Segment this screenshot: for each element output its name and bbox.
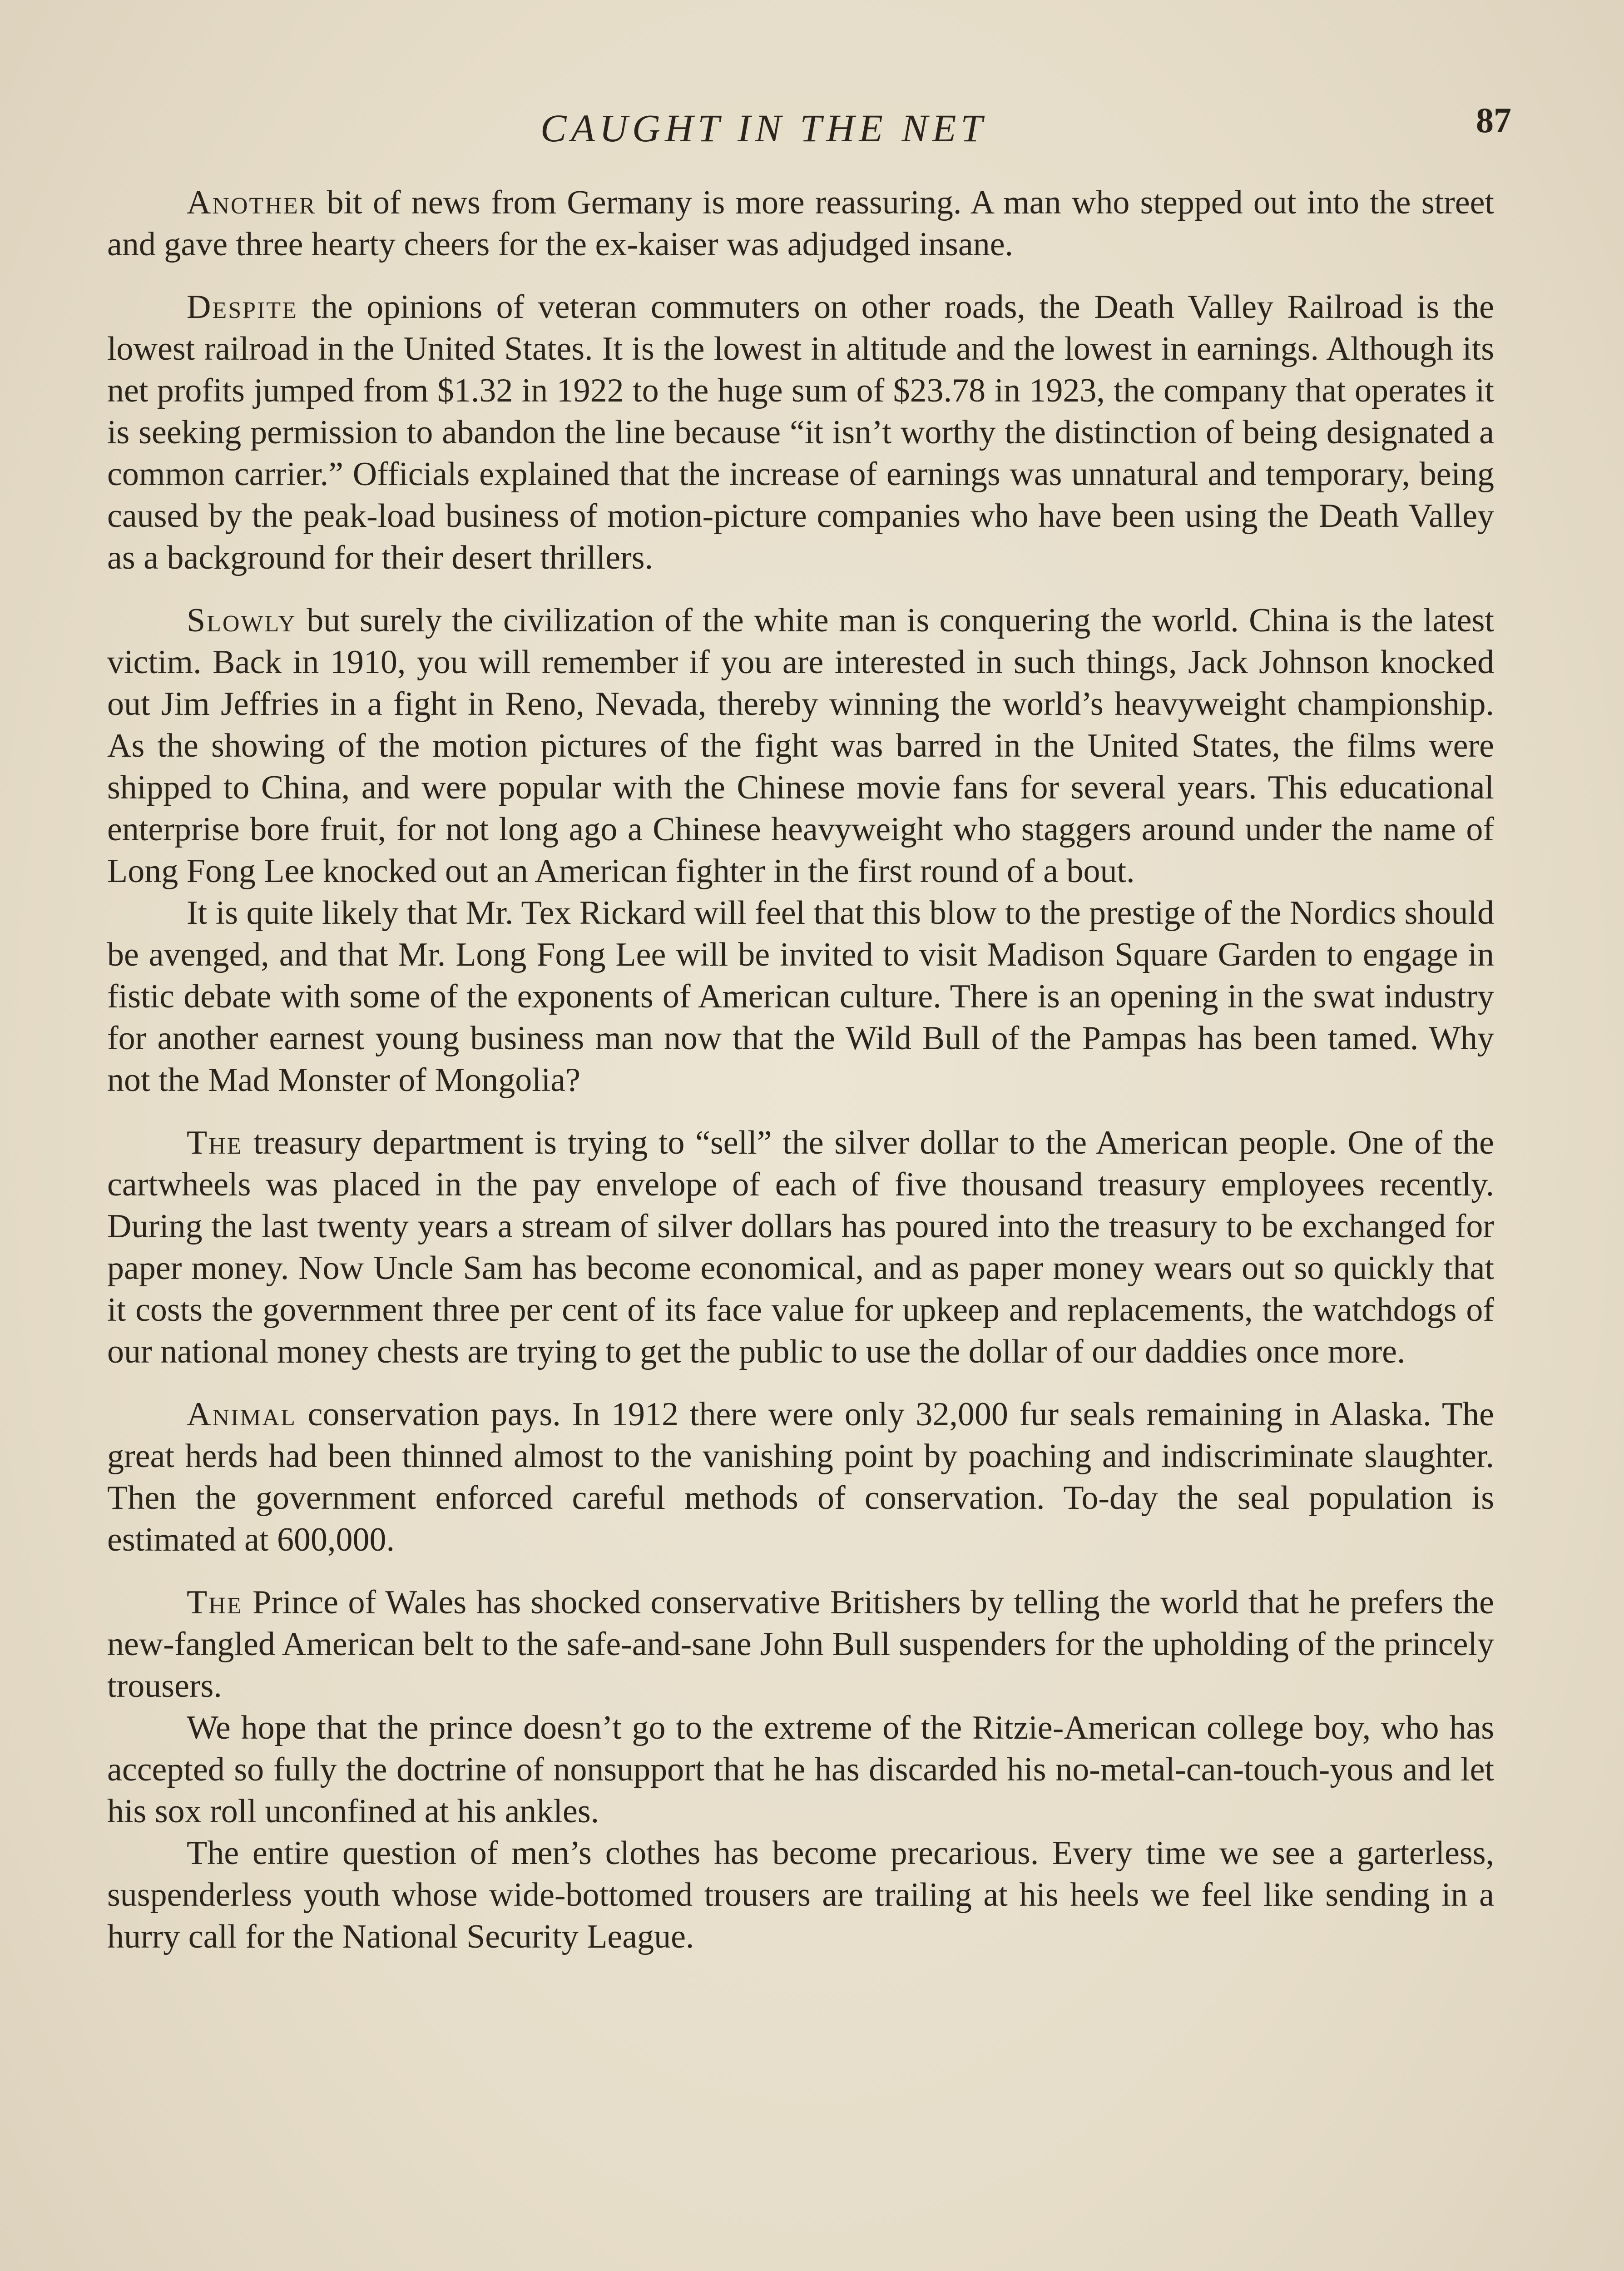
page-header <box>0 100 1624 164</box>
paragraph-text: but surely the civilization of the white man is conquering the world. China is the latest victim. Back in 1910, you will remember if you are interested in such things, Jack Johnson knocked out Jim Jeffries in a fight in Reno, Nevada, thereby winning the world’s heavyweight championship. As the showing of the motion pictures of the fight was barred in the United States, the films were shipped to China, and were popular with the Chinese movie fans for several years. This educational enterprise bore fruit, for not long ago a Chinese heavyweight who staggers around under the name of Long Fong Lee knocked out an American fighter in the first round of a bout. <box>107 602 1494 890</box>
paragraph-mens-clothes <box>107 1832 1494 1958</box>
paragraph-silver-dollar <box>107 1122 1494 1373</box>
paragraph-text: the opinions of veteran commuters on other roads, the Death Valley Railroad is the lowest railroad in the United States. It is the lowest in altitude and the lowest in earnings. Although its net profits jumped from $1.32 in 1922 to the huge sum of $23.78 in 1923, the company that operates it is seeking permission to abandon the line because “it isn’t worthy the distinction of being designated a common carrier.” Officials explained that the increase of earnings was unnatural and temporary, being caused by the peak-load business of motion-picture companies who have been using the Death Valley as a background for their desert thrillers. <box>107 288 1494 576</box>
paragraph-lead: Animal <box>187 1396 297 1433</box>
paragraph-text: It is quite likely that Mr. Tex Rickard will feel that this blow to the prestige of the Nordics should be avenged, and that Mr. Long Fong Lee will be invited to visit Madison Square Garden to engage in fistic debate with some of the exponents of American culture. There is an opening in the swat industry for another earnest young business man now that the Wild Bull of the Pampas has been tamed. Why not the Mad Monster of Mongolia? <box>107 894 1494 1099</box>
paragraph-text: We hope that the prince doesn’t go to the extreme of the Ritzie-American college boy, who has accepted so fully the doctrine of nonsupport that he has discarded his no-metal-can-touch-yous and let his sox roll unconfined at his ankles. <box>107 1709 1494 1830</box>
paragraph-death-valley-railroad <box>107 286 1494 579</box>
paragraph-lead: Despite <box>187 288 298 326</box>
paragraph-animal-conservation <box>107 1393 1494 1561</box>
paragraph-lead: The <box>187 1124 243 1161</box>
paragraph-prince-of-wales <box>107 1582 1494 1707</box>
paragraph-text: Prince of Wales has shocked conservative Britishers by telling the world that he prefers the new-fangled American belt to the safe-and-sane John Bull suspenders for the upholding of the princely trousers. <box>107 1584 1494 1705</box>
paragraph-text: conservation pays. In 1912 there were only 32,000 fur seals remaining in Alaska. The great herds had been thinned almost to the vanishing point by poaching and indiscriminate slaughter. Then the government enforced careful methods of conservation. To-day the seal population is estimated at 600,000. <box>107 1396 1494 1558</box>
running-title: CAUGHT IN THE NET <box>540 106 987 150</box>
paragraph-text: The entire question of men’s clothes has become precarious. Every time we see a garterless, suspenderless youth whose wide-bottomed trousers are trailing at his heels we feel like sending in a hurry call for the National Security League. <box>107 1835 1494 1955</box>
paragraph-lead: Another <box>187 184 317 221</box>
paragraph-ritzie-college-boy <box>107 1707 1494 1832</box>
page-number: 87 <box>1476 100 1511 140</box>
text-column <box>107 182 1494 1958</box>
paragraph-german-news <box>107 182 1494 265</box>
paragraph-tex-rickard <box>107 892 1494 1101</box>
paragraph-text: treasury department is trying to “sell” the silver dollar to the American people. One of the cartwheels was placed in the pay envelope of each of five thousand treasury employees recently. During the last twenty years a stream of silver dollars has poured into the treasury to be exchanged for paper money. Now Uncle Sam has become economical, and as paper money wears out so quickly that it costs the government three per cent of its face value for upkeep and replacements, the watchdogs of our national money chests are trying to get the public to use the dollar of our daddies once more. <box>107 1124 1494 1370</box>
paragraph-lead: Slowly <box>187 602 297 639</box>
paragraph-lead: The <box>187 1584 243 1621</box>
paragraph-text: bit of news from Germany is more reassuring. A man who stepped out into the street and gave three hearty cheers for the ex-kaiser was adjudged insane. <box>107 184 1494 263</box>
paragraph-civilization <box>107 600 1494 892</box>
